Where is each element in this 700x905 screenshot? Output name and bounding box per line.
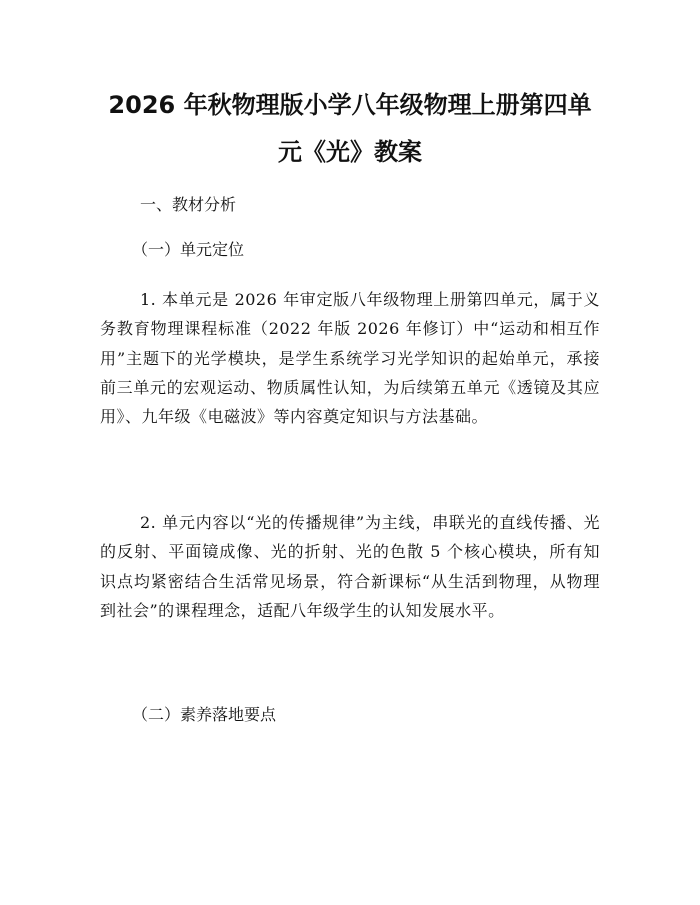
subsection-heading-literacy-points: （二）素养落地要点 bbox=[132, 705, 277, 724]
paragraph-unit-positioning-2: 2. 单元内容以“光的传播规律”为主线，串联光的直线传播、光的反射、平面镜成像、光的折射、光的色散 5 个核心模块，所有知识点均紧密结合生活常见场景，符合新课标“从生活到物理，从物理到社会”的课程理念，适配八年级学生的认知发展水平。 bbox=[100, 513, 600, 620]
paragraph-unit-positioning-1: 1. 本单元是 2026 年审定版八年级物理上册第四单元，属于义务教育物理课程标准（2022 年版 2026 年修订）中“运动和相互作用”主题下的光学模块，是学生系统学习光学知识的起始单元，承接前三单元的宏观运动、物质属性认知，为后续第五单元《透镜及其应用》、九年级《电磁波》等内容奠定知识与方法基础。 bbox=[100, 290, 600, 427]
subsection-heading-unit-positioning: （一）单元定位 bbox=[132, 240, 245, 259]
document-title-line-1: 2026 年秋物理版小学八年级物理上册第四单 bbox=[108, 91, 592, 119]
document-title-line-2: 元《光》教案 bbox=[278, 138, 422, 166]
section-heading-textbook-analysis: 一、教材分析 bbox=[140, 195, 237, 214]
